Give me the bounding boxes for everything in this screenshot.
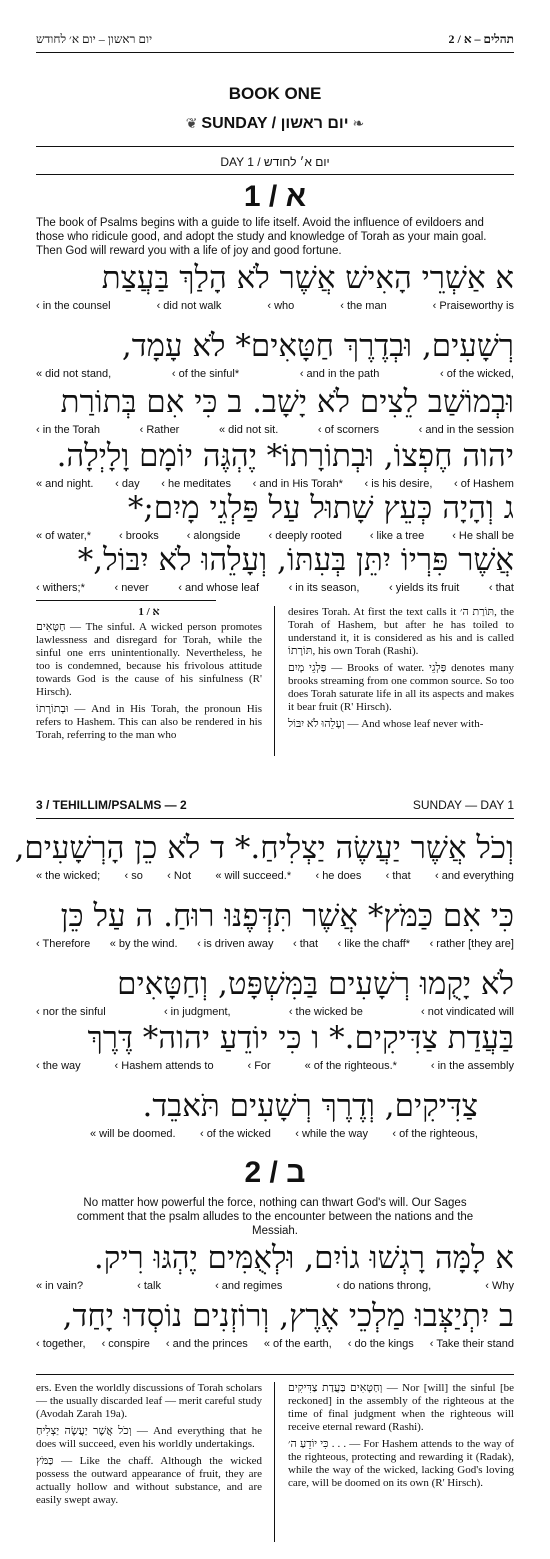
gloss-word: ‹ and in the session xyxy=(418,424,514,436)
gloss-line xyxy=(36,582,514,594)
divider xyxy=(36,146,514,147)
notes-heading: 1 / א xyxy=(138,606,160,618)
gloss-word: ‹ who xyxy=(267,300,295,312)
gloss-line xyxy=(36,1060,514,1072)
gloss-word: ‹ he meditates xyxy=(161,478,231,490)
header-right: תהלים – א / 2 xyxy=(448,32,514,46)
gloss-word: « did not sit. xyxy=(218,424,279,436)
gloss-word: ‹ in its season, xyxy=(288,582,360,594)
hebrew-line: ג וְהָיָה כְּעֵץ שָׁתוּל עַל פַּלְגֵי מָיִם;* xyxy=(127,490,514,526)
notes-column-right xyxy=(288,606,514,735)
notes-column-left xyxy=(36,1382,262,1511)
note-paragraph: חַטָּאִים — The sinful. A wicked person promotes lawlessness and disregard for Torah, while the sinful one errs unintentionally. Nevertheless, he too is condemned, because his frivolous attitude towards God is the cause of his sinfulness (R' Hirsch). xyxy=(36,621,262,698)
gloss-word: ‹ is his desire, xyxy=(364,478,433,490)
divider xyxy=(36,174,514,175)
gloss-line xyxy=(90,1128,478,1140)
gloss-word: ‹ in the counsel xyxy=(36,300,111,312)
note-paragraph: וּבְתוֹרָתוֹ — And in His Torah, the pronoun His refers to Hashem. This can also be rendered in his Torah, referring to the man who xyxy=(36,703,262,741)
gloss-word: ‹ nor the sinful xyxy=(36,1006,106,1018)
gloss-line xyxy=(36,300,514,312)
gloss-word: ‹ of the sinful* xyxy=(171,368,240,380)
gloss-word: ‹ of Hashem xyxy=(454,478,514,490)
note-paragraph: כִּי יוֹדֵעַ ה׳ . . . — For Hashem attends to the way of the righteous, protecting and rewarding it (Radak), while the way of the wicked, lacking God's loving care, will be doomed on its own (R' Hirsch). xyxy=(288,1438,515,1489)
hebrew-line: ב יִתְיַצְּבוּ מַלְכֵי אֶרֶץ, וְרוֹזְנִים נוֹסְדוּ יָחַד, xyxy=(62,1298,514,1334)
book-title: BOOK ONE xyxy=(228,84,322,103)
gloss-word: ‹ Hashem attends to xyxy=(114,1060,214,1072)
gloss-word: ‹ never xyxy=(114,582,149,594)
commentary-notes xyxy=(36,1382,514,1552)
notes-column-left xyxy=(36,606,262,746)
gloss-word: ‹ together, xyxy=(36,1338,86,1350)
day-title-he: יום ראשון xyxy=(280,115,349,132)
note-paragraph: וְכֹל אֲשֶׁר יַעֲשֶׂה יַצְלִיחַ — And everything that he does will succeed, even his worldly undertakings. xyxy=(36,1425,262,1450)
gloss-word: ‹ is driven away xyxy=(197,938,274,950)
header-left: יום ראשון – יום א׳ לחודש xyxy=(36,32,153,46)
header-rule xyxy=(36,52,514,53)
gloss-word: ‹ did not walk xyxy=(156,300,222,312)
gloss-word: « will be doomed. xyxy=(90,1128,176,1140)
note-paragraph: desires Torah. At first the text calls it תּוֹרַת ה׳, the Torah of Hashem, but after he has toiled to understand it, it is considered as his and is called תּוֹרָתוֹ, his own Torah (Rashi). xyxy=(288,606,514,657)
psalm-number: 1 / א xyxy=(243,180,307,213)
gloss-line xyxy=(36,1006,514,1018)
gloss-word: ‹ and the princes xyxy=(165,1338,248,1350)
gloss-word: ‹ and in the path xyxy=(299,368,380,380)
day-title: ❦ SUNDAY / יום ראשון ❧ xyxy=(185,115,365,132)
psalm-intro: No matter how powerful the force, nothing can thwart God's will. Our Sages comment that the psalm alludes to the encounter between the nations and the Messiah. xyxy=(76,1197,474,1237)
gloss-word: ‹ while the way xyxy=(295,1128,369,1140)
gloss-word: ‹ conspire xyxy=(101,1338,150,1350)
gloss-word: ‹ that xyxy=(385,870,411,882)
psalm-number: 2 / ב xyxy=(244,1156,306,1189)
gloss-word: ‹ brooks xyxy=(119,530,159,542)
gloss-word: « of water,* xyxy=(36,530,92,542)
day-title-en: SUNDAY xyxy=(201,115,268,132)
gloss-word: ‹ Not xyxy=(167,870,192,882)
header-rule xyxy=(36,818,514,819)
gloss-word: ‹ of the righteous, xyxy=(392,1128,478,1140)
header-left: 3 / TEHILLIM/PSALMS — 2 xyxy=(36,798,187,812)
gloss-word: ‹ of the wicked xyxy=(199,1128,271,1140)
commentary-notes xyxy=(36,606,514,756)
hebrew-line: יהוה חֶפְצוֹ, וּבְתוֹרָתוֹ* יֶהְגֶּה יוֹמָם וָלָיְלָה. xyxy=(56,438,514,474)
hebrew-line: אֲשֶׁר פִּרְיוֹ יִתֵּן בְּעִתּוֹ, וְעָלֵהוּ לֹא יִבּוֹל,* xyxy=(77,542,514,578)
gloss-word: ‹ rather [they are] xyxy=(429,938,514,950)
gloss-line xyxy=(36,1338,514,1350)
gloss-word: ‹ in the Torah xyxy=(36,424,101,436)
gloss-word: ‹ For xyxy=(247,1060,271,1072)
gloss-word: « in vain? xyxy=(36,1280,84,1292)
hebrew-line: וּבְמוֹשַׁב לֵצִים לֹא יָשָׁב. ב כִּי אִם בְּתוֹרַת xyxy=(60,384,514,420)
gloss-line xyxy=(36,1280,514,1292)
gloss-word: « and night. xyxy=(36,478,94,490)
hebrew-line: א לָמָּה רָגְשׁוּ גוֹיִם, וּלְאֻמִּים יֶהְגּוּ רִיק. xyxy=(93,1240,514,1276)
gloss-word: ‹ so xyxy=(124,870,143,882)
column-divider xyxy=(274,606,275,756)
gloss-line xyxy=(36,938,514,950)
gloss-word: ‹ like a tree xyxy=(369,530,425,542)
ornament-icon: ❦ xyxy=(185,115,202,131)
note-paragraph: ers. Even the worldly discussions of Torah scholars — the usually discarded leaf — merit careful study (Avodah Zarah 19a). xyxy=(36,1382,262,1420)
gloss-line xyxy=(36,424,514,436)
day-number: DAY 1 / יום א׳ לחודש xyxy=(220,155,330,169)
gloss-line xyxy=(36,530,514,542)
gloss-word: ‹ the way xyxy=(36,1060,81,1072)
gloss-word: ‹ in the assembly xyxy=(430,1060,514,1072)
gloss-word: ‹ the man xyxy=(340,300,387,312)
gloss-word: ‹ Rather xyxy=(139,424,180,436)
gloss-word: ‹ do the kings xyxy=(347,1338,414,1350)
gloss-word: ‹ that xyxy=(488,582,514,594)
gloss-word: ‹ the wicked be xyxy=(288,1006,363,1018)
gloss-word: ‹ do nations throng, xyxy=(336,1280,432,1292)
gloss-word: ‹ and regimes xyxy=(215,1280,283,1292)
note-paragraph: וְחַטָּאִים בַּעֲדַת צַדִּיקִים — Nor [will] the sinful [be reckoned] in the assembly of the righteous at the time of final judgment when the righteous will receive eternal reward (Rashi). xyxy=(288,1382,514,1433)
gloss-word: ‹ of the wicked, xyxy=(439,368,514,380)
gloss-word: « did not stand, xyxy=(36,368,112,380)
gloss-word: ‹ like the chaff* xyxy=(337,938,411,950)
gloss-word: ‹ Praiseworthy is xyxy=(432,300,514,312)
note-paragraph: פַּלְגֵי מָיִם — Brooks of water. פַּלְגֵי denotes many brooks streaming from one common source. So too does Torah saturate life in all its aspects and makes it bear fruit (R' Hirsch). xyxy=(288,662,514,713)
gloss-word: ‹ and whose leaf xyxy=(178,582,259,594)
notes-column-right xyxy=(288,1382,514,1494)
gloss-word: ‹ and in His Torah* xyxy=(252,478,343,490)
gloss-line xyxy=(36,478,514,490)
notes-divider xyxy=(36,600,216,601)
gloss-word: ‹ Therefore xyxy=(36,938,91,950)
gloss-word: ‹ he does xyxy=(315,870,362,882)
ornament-icon: ❧ xyxy=(348,115,365,131)
gloss-word: ‹ talk xyxy=(137,1280,161,1292)
gloss-word: ‹ in judgment, xyxy=(163,1006,231,1018)
gloss-word: « by the wind. xyxy=(109,938,178,950)
note-paragraph: כַּמֹּץ — Like the chaff. Although the wicked possess the outward appearance of fruit, they are actually hollow and without substance, and are easily swept away. xyxy=(36,1455,262,1506)
gloss-word: ‹ Take their stand xyxy=(429,1338,514,1350)
hebrew-line: לֹא יָקֻמוּ רְשָׁעִים בַּמִּשְׁפָּט, וְחַטָּאִים xyxy=(117,966,514,1002)
page-bottom xyxy=(0,770,550,1559)
page-top xyxy=(0,0,550,770)
hebrew-line: רְשָׁעִים, וּבְדֶרֶךְ חַטָּאִים* לֹא עָמָד, xyxy=(121,328,514,364)
gloss-word: « will succeed.* xyxy=(215,870,292,882)
gloss-word: « the wicked; xyxy=(36,870,101,882)
gloss-word: ‹ day xyxy=(115,478,140,490)
gloss-word: ‹ alongside xyxy=(186,530,241,542)
hebrew-line: בַּעֲדַת צַדִּיקִים.* ו כִּי יוֹדֵעַ יהוה* דֶּרֶךְ xyxy=(87,1020,514,1056)
gloss-word: « of the righteous.* xyxy=(304,1060,397,1072)
gloss-word: ‹ withers;* xyxy=(36,582,85,594)
gloss-word: ‹ deeply rooted xyxy=(268,530,342,542)
psalm-intro: The book of Psalms begins with a guide to life itself. Avoid the influence of evildoers and those who ridicule good, and adopt the study and knowledge of Torah as your main goal. Then God will reward you with a life of joy and good fortune. xyxy=(36,217,487,257)
gloss-line xyxy=(36,870,514,882)
hebrew-line: וְכֹל אֲשֶׁר יַעֲשֶׂה יַצְלִיחַ.* ד לֹא כֵן הָרְשָׁעִים, xyxy=(14,830,514,866)
note-paragraph: וְעָלֵהוּ לֹא יִבּוֹל — And whose leaf never with- xyxy=(288,718,484,730)
gloss-word: ‹ that xyxy=(292,938,319,950)
header-right: SUNDAY — DAY 1 xyxy=(412,798,514,812)
gloss-word: ‹ He shall be xyxy=(452,530,514,542)
hebrew-line: א אַשְׁרֵי הָאִישׁ אֲשֶׁר לֹא הָלַךְ בַּעֲצַת xyxy=(101,260,514,296)
gloss-word: ‹ Why xyxy=(485,1280,514,1292)
hebrew-line: כִּי אִם כַּמֹּץ* אֲשֶׁר תִּדְּפֶנּוּ רוּחַ. ה עַל כֵּן xyxy=(60,898,514,934)
notes-divider xyxy=(36,1374,514,1375)
gloss-line xyxy=(36,368,514,380)
gloss-word: ‹ yields its fruit xyxy=(389,582,460,594)
gloss-word: « of the earth, xyxy=(263,1338,332,1350)
column-divider xyxy=(274,1382,275,1542)
gloss-word: ‹ and everything xyxy=(435,870,514,882)
gloss-word: ‹ of scorners xyxy=(317,424,380,436)
gloss-word: ‹ not vindicated will xyxy=(421,1006,514,1018)
hebrew-line: צַדִּיקִים, וְדֶרֶךְ רְשָׁעִים תֹּאבֵד. xyxy=(142,1088,478,1124)
